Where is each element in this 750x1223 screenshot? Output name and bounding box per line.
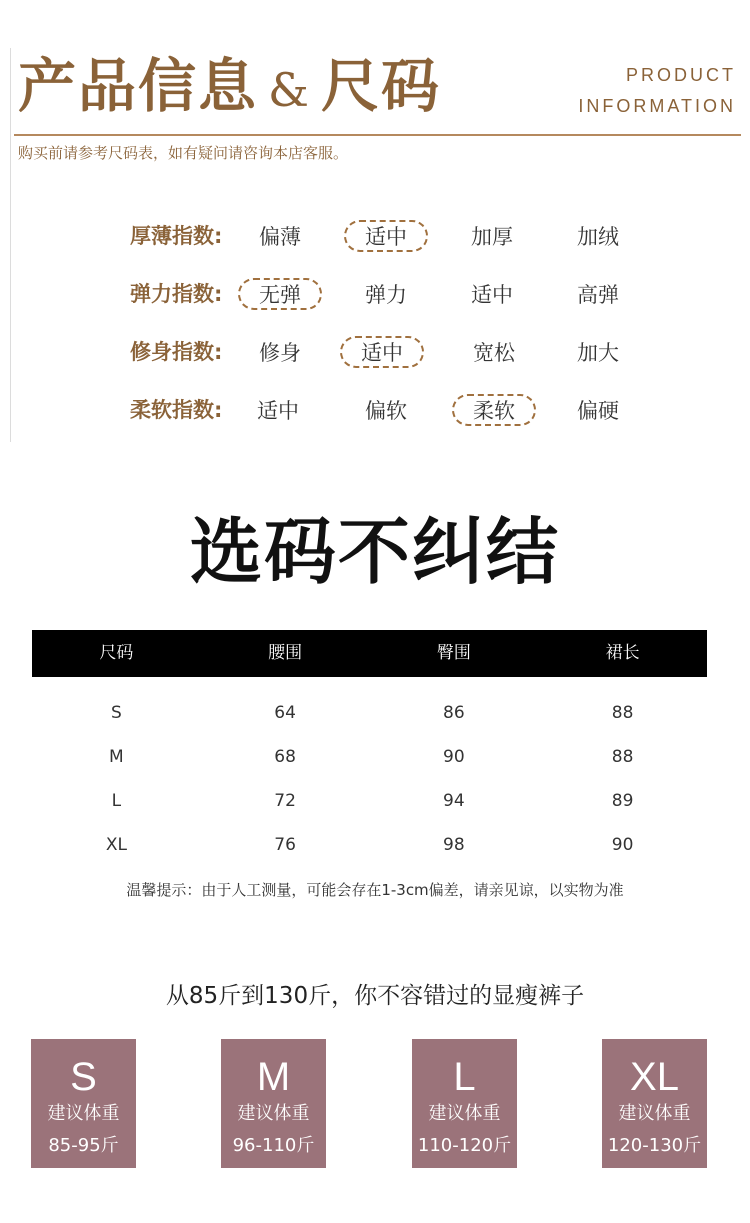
header-divider xyxy=(14,134,741,136)
index-option: 适中 xyxy=(340,336,424,368)
index-label: 柔软指数: xyxy=(130,398,223,422)
table-cell: 90 xyxy=(611,835,634,855)
index-label: 弹力指数: xyxy=(130,282,223,306)
table-cell: 88 xyxy=(611,703,634,723)
title-english xyxy=(578,60,736,122)
page-title xyxy=(18,48,441,128)
index-row-softness xyxy=(0,390,750,430)
index-option: 无弹 xyxy=(238,278,322,310)
weight-card-range: 96-110斤 xyxy=(232,1135,315,1156)
index-label: 修身指数: xyxy=(130,340,223,364)
measurement-tip: 温馨提示：由于人工测量，可能会存在1-3cm偏差，请亲见谅，以实物为准 xyxy=(126,881,624,899)
weight-card-s xyxy=(31,1039,136,1168)
index-option: 高弹 xyxy=(577,283,619,307)
index-row-fit xyxy=(0,332,750,372)
table-cell: 64 xyxy=(274,703,296,723)
weight-card-size: L xyxy=(453,1055,476,1099)
table-cell: 88 xyxy=(611,747,634,767)
index-label: 厚薄指数: xyxy=(130,224,223,248)
table-row xyxy=(32,823,707,867)
table-row xyxy=(32,779,707,823)
table-cell: S xyxy=(110,703,122,723)
index-option: 宽松 xyxy=(473,341,515,365)
weight-card-caption: 建议体重 xyxy=(618,1103,691,1124)
weight-card-range: 110-120斤 xyxy=(417,1135,512,1156)
index-option: 加大 xyxy=(577,341,619,365)
table-cell: 89 xyxy=(611,791,634,811)
column-header: 裙长 xyxy=(605,643,640,663)
table-cell: 68 xyxy=(274,747,296,767)
weight-card-l xyxy=(412,1039,517,1168)
title-en-line1: PRODUCT xyxy=(626,65,736,85)
column-header: 臀围 xyxy=(436,643,471,663)
weight-headline: 从85斤到130斤，你不容错过的显瘦裤子 xyxy=(165,983,585,1009)
title-ampersand: & xyxy=(268,63,311,117)
size-table-header xyxy=(32,630,707,677)
table-cell: M xyxy=(109,747,124,767)
table-cell: 90 xyxy=(443,747,465,767)
table-cell: 72 xyxy=(274,791,296,811)
index-option: 适中 xyxy=(257,399,299,423)
size-table-body xyxy=(32,677,707,867)
table-cell: XL xyxy=(105,835,127,855)
column-header: 尺码 xyxy=(99,643,134,663)
weight-card-caption: 建议体重 xyxy=(237,1103,310,1124)
title-en-line2: INFORMATION xyxy=(578,96,736,116)
title-tail: 尺码 xyxy=(320,52,441,120)
index-option: 适中 xyxy=(344,220,428,252)
weight-card-range: 120-130斤 xyxy=(607,1135,702,1156)
table-row xyxy=(32,735,707,779)
index-option: 加厚 xyxy=(471,225,513,249)
weight-card-range: 85-95斤 xyxy=(48,1135,119,1156)
index-option: 偏硬 xyxy=(577,399,619,423)
table-cell: 76 xyxy=(274,835,296,855)
weight-card-xl xyxy=(602,1039,707,1168)
weight-card-size: XL xyxy=(630,1055,679,1099)
purchase-notice: 购买前请参考尺码表，如有疑问请咨询本店客服。 xyxy=(18,144,349,162)
weight-card-m xyxy=(221,1039,326,1168)
weight-card-caption: 建议体重 xyxy=(47,1103,120,1124)
index-option: 柔软 xyxy=(452,394,536,426)
weight-card-size: M xyxy=(256,1055,291,1099)
column-header: 腰围 xyxy=(268,643,303,663)
index-option: 修身 xyxy=(259,341,301,365)
index-option: 弹力 xyxy=(365,283,407,307)
index-row-thickness xyxy=(0,216,750,256)
table-cell: 86 xyxy=(443,703,465,723)
index-row-elasticity xyxy=(0,274,750,314)
size-table xyxy=(32,630,707,867)
table-cell: 94 xyxy=(443,791,465,811)
title-main: 产品信息 xyxy=(18,52,259,120)
index-option: 适中 xyxy=(471,283,513,307)
table-row xyxy=(32,691,707,735)
weight-card-caption: 建议体重 xyxy=(428,1103,501,1124)
index-option: 偏软 xyxy=(365,399,407,423)
table-cell: 98 xyxy=(443,835,465,855)
table-cell: L xyxy=(111,791,122,811)
weight-card-size: S xyxy=(70,1055,97,1099)
index-option: 加绒 xyxy=(577,225,619,249)
index-option: 偏薄 xyxy=(259,225,301,249)
size-headline: 选码不纠结 xyxy=(189,510,560,594)
